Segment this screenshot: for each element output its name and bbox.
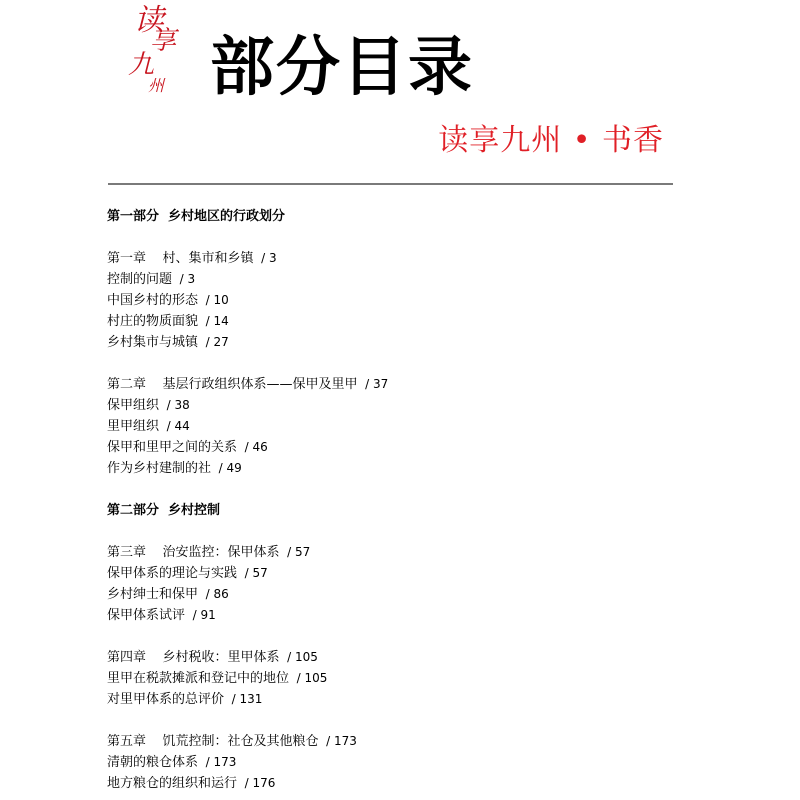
toc-entry-title: 里甲组织 [107, 419, 160, 434]
toc-page-number: / 105 [289, 671, 328, 685]
toc-page-number: / 176 [237, 776, 276, 790]
toc-spacer [107, 479, 707, 500]
toc-page-number: / 44 [159, 419, 190, 433]
toc-chapter [107, 542, 707, 563]
toc-page-number: / 173 [318, 734, 357, 748]
toc-section [107, 269, 707, 290]
toc-entry-title: 第五章 饥荒控制：社仓及其他粮仓 [107, 734, 319, 749]
logo-char-2: 享 [150, 26, 177, 56]
toc-entry-title: 乡村集市与城镇 [107, 335, 199, 350]
toc-chapter [107, 647, 707, 668]
toc-page-number: / 105 [279, 650, 318, 664]
toc-part-heading: 第一部分 乡村地区的行政划分 [107, 209, 286, 224]
logo-char-4: 州 [148, 76, 164, 95]
toc-entry-title: 保甲组织 [107, 398, 160, 413]
toc-chapter [107, 248, 707, 269]
toc-page-number: / 10 [198, 293, 229, 307]
toc-entry-title: 第二章 基层行政组织体系——保甲及里甲 [107, 377, 358, 392]
toc-section [107, 311, 707, 332]
toc-page-number: / 49 [211, 461, 242, 475]
toc-entry-title: 清朝的粮仓体系 [107, 755, 199, 770]
toc-section [107, 605, 707, 626]
toc-section [107, 395, 707, 416]
toc-section [107, 689, 707, 710]
table-of-contents [107, 206, 707, 794]
toc-section [107, 752, 707, 773]
logo-char-3: 九 [128, 50, 155, 80]
toc-entry-title: 第一章 村、集市和乡镇 [107, 251, 254, 266]
toc-section [107, 332, 707, 353]
toc-entry-title: 作为乡村建制的社 [107, 461, 212, 476]
toc-page-number: / 37 [357, 377, 389, 391]
toc-page-number: / 3 [253, 251, 277, 265]
toc-entry-title: 中国乡村的形态 [107, 293, 199, 308]
toc-section [107, 563, 707, 584]
toc-entry-title: 保甲体系试评 [107, 608, 186, 623]
toc-page-number: / 46 [237, 440, 268, 454]
toc-page-number: / 91 [185, 608, 216, 622]
toc-page-number: / 86 [198, 587, 229, 601]
toc-section [107, 437, 707, 458]
toc-section [107, 584, 707, 605]
toc-section [107, 773, 707, 794]
brand-tagline: 读享九州 • 书香 [438, 123, 664, 158]
page-title: 部分目录 [210, 30, 474, 105]
toc-entry-title: 保甲体系的理论与实践 [107, 566, 238, 581]
toc-page-number: / 131 [224, 692, 263, 706]
toc-spacer [107, 710, 707, 731]
logo [120, 3, 200, 100]
toc-entry-title: 乡村绅士和保甲 [107, 587, 199, 602]
toc-entry-title: 对里甲体系的总评价 [107, 692, 225, 707]
toc-entry-title: 村庄的物质面貌 [107, 314, 199, 329]
toc-entry-title: 第三章 治安监控：保甲体系 [107, 545, 280, 560]
toc-entry-title: 保甲和里甲之间的关系 [107, 440, 238, 455]
toc-spacer [107, 521, 707, 542]
toc-page-number: / 57 [279, 545, 311, 559]
toc-spacer [107, 353, 707, 374]
header-divider [108, 183, 673, 185]
toc-spacer [107, 227, 707, 248]
toc-entry-title: 控制的问题 [107, 272, 173, 287]
toc-part-heading: 第二部分 乡村控制 [107, 503, 221, 518]
toc-page-number: / 27 [198, 335, 229, 349]
toc-page-number: / 14 [198, 314, 229, 328]
toc-entry-title: 地方粮仓的组织和运行 [107, 776, 238, 791]
toc-chapter [107, 374, 707, 395]
toc-spacer [107, 626, 707, 647]
toc-page-number: / 38 [159, 398, 190, 412]
toc-page-number: / 173 [198, 755, 237, 769]
toc-section [107, 416, 707, 437]
toc-entry-title: 第四章 乡村税收：里甲体系 [107, 650, 280, 665]
toc-section [107, 668, 707, 689]
toc-entry-title: 里甲在税款摊派和登记中的地位 [107, 671, 290, 686]
toc-section [107, 458, 707, 479]
toc-chapter [107, 731, 707, 752]
logo-char-1: 读 [134, 3, 164, 38]
toc-page-number: / 57 [237, 566, 268, 580]
toc-page-number: / 3 [172, 272, 196, 286]
toc-section [107, 290, 707, 311]
